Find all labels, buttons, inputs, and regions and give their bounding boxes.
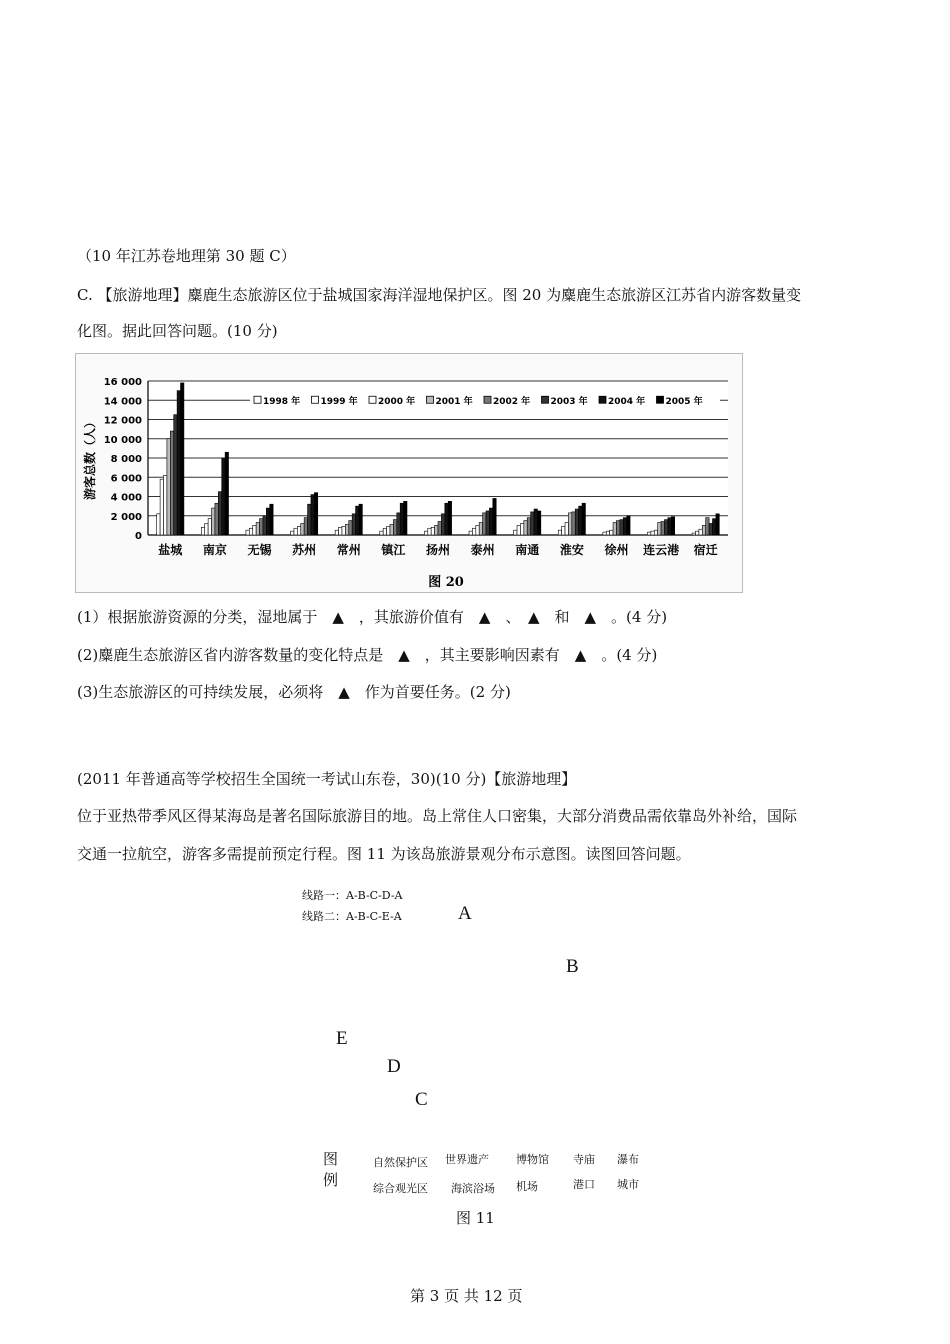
x-tick-label: 南通 (515, 543, 540, 557)
legend-swatch (542, 396, 549, 403)
bar (623, 518, 626, 535)
x-tick-label: 宿迁 (693, 543, 718, 557)
chart-title: 图 20 (428, 575, 464, 590)
x-tick-label: 扬州 (425, 543, 451, 557)
bar (390, 524, 393, 535)
bar (393, 520, 396, 535)
bar (208, 519, 211, 535)
y-tick-label: 16 000 (103, 377, 142, 388)
y-tick-label: 12 000 (103, 415, 142, 427)
bar (486, 511, 489, 535)
x-tick-label: 泰州 (470, 543, 495, 557)
bar (215, 503, 218, 535)
bar (253, 525, 256, 535)
q1-source: （10 年江苏卷地理第 30 题 C） (77, 247, 296, 265)
bar (620, 520, 623, 535)
bar (383, 528, 386, 535)
bar (177, 391, 180, 535)
legend-beach: 海滨浴场 (451, 1182, 495, 1195)
bar (695, 531, 698, 535)
bar (472, 528, 475, 535)
x-tick-label: 徐州 (604, 543, 629, 557)
y-tick-label: 10 000 (103, 434, 142, 446)
bar (352, 514, 355, 535)
bar (562, 526, 565, 535)
legend-temple: 寺庙 (573, 1153, 595, 1166)
bar (294, 528, 297, 535)
bar (174, 415, 177, 535)
bar (404, 501, 407, 535)
bar (304, 518, 307, 535)
bar (692, 533, 695, 535)
legend-label: 1999 年 (320, 396, 358, 407)
bar (170, 431, 173, 535)
bar (572, 512, 575, 535)
y-tick-label: 8 000 (110, 454, 142, 465)
legend-swatch (484, 396, 491, 403)
bar (469, 531, 472, 535)
bar (314, 493, 317, 535)
legend-waterfall: 瀑布 (617, 1153, 639, 1166)
bar (520, 523, 523, 535)
legend-scenic-area: 综合观光区 (373, 1182, 428, 1195)
bar (160, 479, 163, 535)
bar (527, 518, 530, 535)
bar (479, 522, 482, 535)
legend-label: 2001 年 (435, 396, 473, 407)
bar (218, 492, 221, 535)
bar (534, 509, 537, 535)
x-tick-label: 镇江 (381, 543, 406, 557)
y-axis-label: 游客总数（人） (83, 415, 97, 501)
legend-swatch (657, 396, 664, 403)
bar (489, 508, 492, 535)
bar (582, 503, 585, 535)
bar (380, 531, 383, 535)
x-tick-label: 无锡 (247, 543, 272, 557)
bar (349, 521, 352, 535)
bar (445, 503, 448, 535)
legend-world-heritage: 世界遗产 (445, 1153, 489, 1166)
bar (438, 522, 441, 535)
bar (716, 514, 719, 535)
bar (256, 522, 259, 535)
bar (524, 521, 527, 535)
bar (345, 524, 348, 535)
bar (225, 452, 228, 535)
bar (483, 513, 486, 535)
bar (712, 519, 715, 535)
bar (664, 520, 667, 535)
bar (448, 501, 451, 535)
bar (157, 514, 160, 535)
bar (568, 513, 571, 535)
legend-title-bottom: 例 (323, 1171, 339, 1189)
bar (359, 504, 362, 535)
visitor-chart (75, 353, 743, 593)
y-tick-label: 6 000 (110, 473, 142, 485)
x-tick-label: 苏州 (292, 543, 317, 557)
bar (651, 531, 654, 535)
q1-intro-line2: 化图。据此回答问题。(10 分) (77, 322, 278, 340)
route-2-label: 线路二：A-B-C-E-A (302, 910, 402, 923)
bar (205, 523, 208, 535)
legend-swatch (312, 396, 319, 403)
y-tick-label: 0 (135, 531, 142, 542)
bar (164, 475, 167, 535)
map-point-c: C (415, 1089, 428, 1110)
bar (603, 532, 606, 535)
bar (517, 525, 520, 535)
bar (658, 522, 661, 535)
bar (342, 526, 345, 535)
bar (668, 518, 671, 535)
legend-nature-reserve: 自然保护区 (373, 1156, 428, 1169)
q1-sub3: (3)生态旅游区的可持续发展，必须将 ▲ 作为首要任务。(2 分) (77, 683, 511, 701)
bar (606, 531, 609, 535)
bar (702, 525, 705, 535)
legend-swatch (427, 396, 434, 403)
x-tick-label: 连云港 (643, 543, 680, 557)
map-point-a: A (458, 903, 472, 924)
y-tick-label: 2 000 (110, 511, 142, 523)
x-tick-label: 淮安 (559, 543, 584, 557)
bar (335, 530, 338, 535)
bar (270, 504, 273, 535)
bar (493, 498, 496, 535)
bar (579, 506, 582, 535)
bar (263, 516, 266, 535)
q1-sub1: (1）根据旅游资源的分类，湿地属于 ▲ ，其旅游价值有 ▲ 、 ▲ 和 ▲ 。(4 分) (77, 608, 668, 626)
q2-intro-line2: 交通一拉航空，游客多需提前预定行程。图 11 为该岛旅游景观分布示意图。读图回答问题。 (77, 845, 691, 863)
map-point-b: B (566, 956, 579, 977)
bar (424, 531, 427, 535)
map-point-d: D (387, 1056, 401, 1077)
legend-swatch (369, 396, 376, 403)
bar (431, 527, 434, 535)
bar (297, 526, 300, 535)
bar (212, 508, 215, 535)
route-1-label: 线路一：A-B-C-D-A (302, 889, 403, 902)
bar (709, 523, 712, 535)
bar (671, 517, 674, 535)
legend-label: 2004 年 (608, 396, 646, 407)
bar (514, 530, 517, 535)
bar (627, 516, 630, 535)
bar (246, 530, 249, 535)
bar (613, 522, 616, 535)
bar (537, 511, 540, 535)
legend-label: 2003 年 (550, 396, 588, 407)
bar (201, 527, 204, 535)
bar (531, 512, 534, 535)
y-tick-label: 4 000 (110, 492, 142, 504)
bar (266, 508, 269, 535)
map-point-e: E (336, 1028, 348, 1049)
legend-label: 2000 年 (378, 396, 416, 407)
legend-label: 1998 年 (263, 396, 301, 407)
x-tick-label: 南京 (202, 543, 227, 557)
bar (400, 503, 403, 535)
legend-airport: 机场 (516, 1180, 538, 1193)
bar (706, 518, 709, 535)
legend-label: 2005 年 (665, 396, 703, 407)
bar (356, 506, 359, 535)
legend-swatch (254, 396, 261, 403)
bar (291, 531, 294, 535)
bar (181, 383, 184, 535)
legend-swatch (599, 396, 606, 403)
bar (610, 530, 613, 535)
bar (339, 527, 342, 535)
x-tick-label: 盐城 (158, 543, 183, 557)
bar (428, 528, 431, 535)
x-tick-label: 常州 (336, 543, 361, 557)
bar (301, 523, 304, 535)
bar (397, 513, 400, 535)
map-caption: 图 11 (456, 1209, 495, 1227)
bar (435, 525, 438, 535)
bar (441, 514, 444, 535)
bar (311, 495, 314, 535)
bar (699, 529, 702, 535)
bar (661, 522, 664, 535)
bar (222, 458, 225, 535)
bar (249, 528, 252, 535)
page-footer: 第 3 页 共 12 页 (410, 1287, 523, 1305)
legend-museum: 博物馆 (516, 1153, 549, 1166)
q2-intro-line1: 位于亚热带季风区得某海岛是著名国际旅游目的地。岛上常住人口密集，大部分消费品需依靠岛外补给，国际 (77, 807, 798, 825)
bar (308, 504, 311, 535)
bar (558, 530, 561, 535)
bar (647, 532, 650, 535)
bar (565, 522, 568, 535)
bar (387, 526, 390, 535)
legend-city: 城市 (617, 1178, 639, 1191)
q1-intro-line1: C. 【旅游地理】麋鹿生态旅游区位于盐城国家海洋湿地保护区。图 20 为麋鹿生态旅游区江苏省内游客数量变 (77, 286, 802, 304)
bar (167, 439, 170, 535)
bar (575, 509, 578, 535)
bar (616, 521, 619, 535)
bar (260, 519, 263, 535)
legend-label: 2002 年 (493, 396, 531, 407)
bar (476, 525, 479, 535)
q2-source: (2011 年普通高等学校招生全国统一考试山东卷，30)(10 分)【旅游地理】 (77, 770, 577, 788)
visitor-bar-chart (76, 354, 742, 592)
bar (654, 530, 657, 535)
legend-port: 港口 (573, 1178, 595, 1191)
q1-sub2: (2)麋鹿生态旅游区省内游客数量的变化特点是 ▲ ，其主要影响因素有 ▲ 。(4 分) (77, 646, 658, 664)
y-tick-label: 14 000 (103, 396, 142, 408)
legend-title-top: 图 (323, 1150, 339, 1168)
